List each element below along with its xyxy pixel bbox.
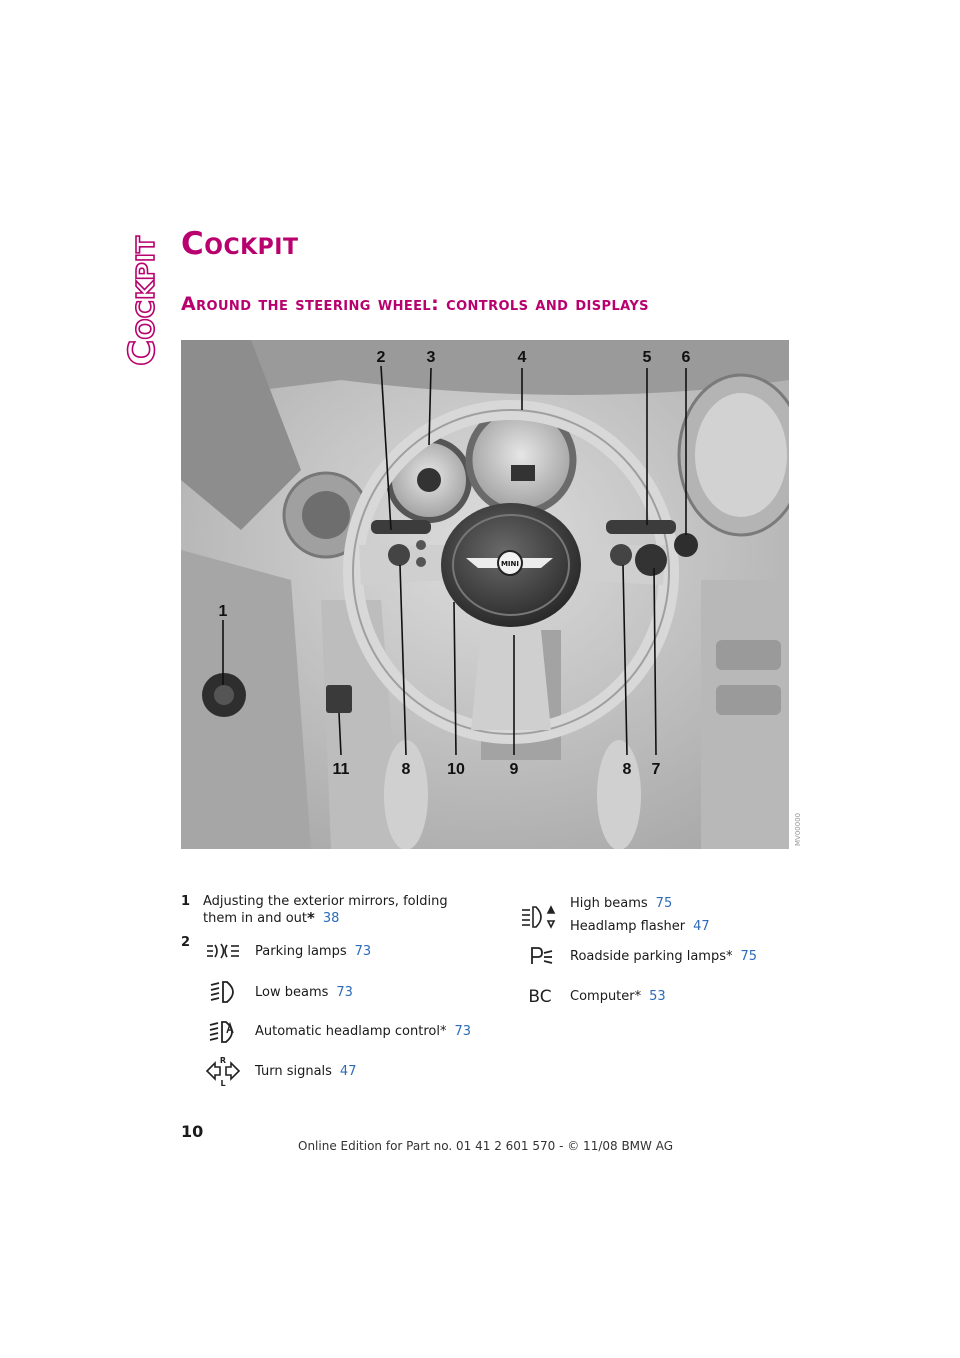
mini-badge-text: MINI <box>500 560 520 568</box>
legend-row-high-beams <box>520 903 560 931</box>
footer-edition-note: Online Edition for Part no. 01 41 2 601 570 - © 11/08 BMW AG <box>298 1139 674 1153</box>
parking-lamps-label: Parking lamps <box>255 943 347 959</box>
computer-label: Computer <box>570 988 635 1004</box>
legend-row-parking-lamps <box>203 937 372 965</box>
low-beams-icon <box>203 978 243 1006</box>
automatic-headlamp-icon <box>203 1017 243 1045</box>
callout-2: 2 <box>376 349 386 366</box>
legend-row-roadside-parking <box>520 942 758 970</box>
roadside-parking-label: Roadside parking lamps <box>570 948 726 964</box>
optional-equipment-star: * <box>307 909 315 927</box>
legend-row-automatic-headlamp <box>203 1017 471 1045</box>
callout-8-right: 8 <box>622 761 632 778</box>
automatic-headlamp-label: Automatic headlamp control <box>255 1023 440 1039</box>
callout-8-left: 8 <box>401 761 411 778</box>
high-beams-page-ref[interactable]: 75 <box>655 896 673 911</box>
callout-1: 1 <box>218 603 228 620</box>
figure-code-text: MV00000 <box>794 812 802 846</box>
computer-page-ref[interactable]: 53 <box>649 988 666 1004</box>
computer-icon <box>520 982 560 1010</box>
svg-text:R: R <box>219 1056 227 1065</box>
section-title: Around the steering wheel: controls and displays <box>181 293 649 315</box>
low-beams-label: Low beams <box>255 984 329 1000</box>
callout-6: 6 <box>681 349 691 366</box>
legend-item-2-number-text: 2 <box>181 935 191 950</box>
legend-item-1-text: Adjusting the exterior mirrors, folding them in and out <box>203 894 448 926</box>
callout-9: 9 <box>509 761 519 778</box>
high-beams-label: High beams <box>570 896 648 911</box>
roadside-parking-page-ref[interactable]: 75 <box>740 948 758 964</box>
legend-item-1-number: 1 <box>181 894 191 909</box>
callout-5: 5 <box>642 349 652 366</box>
headlamp-flasher-text <box>570 918 710 935</box>
legend-row-computer <box>520 982 666 1010</box>
turn-signals-label: Turn signals <box>255 1063 332 1079</box>
turn-signals-page-ref[interactable]: 47 <box>339 1063 357 1079</box>
callout-4: 4 <box>517 349 527 366</box>
turn-signals-icon <box>203 1057 243 1085</box>
cockpit-illustration <box>181 340 789 849</box>
side-chapter-tab <box>116 228 162 368</box>
svg-text:L: L <box>220 1079 226 1087</box>
high-beams-icon <box>520 903 560 931</box>
computer-star: * <box>634 988 642 1004</box>
legend-item-2-number <box>181 934 190 951</box>
roadside-parking-icon <box>520 942 560 970</box>
headlamp-flasher-label: Headlamp flasher <box>570 919 686 934</box>
legend-row-low-beams <box>203 978 353 1006</box>
page-number: 10 <box>181 1122 204 1141</box>
callout-3: 3 <box>426 349 436 366</box>
callout-10: 10 <box>447 761 465 778</box>
legend-item-1-page-ref[interactable]: 38 <box>322 911 340 926</box>
side-chapter-label: Cockpit <box>122 235 162 366</box>
low-beams-page-ref[interactable]: 73 <box>336 984 353 1000</box>
callout-7: 7 <box>651 761 661 778</box>
automatic-headlamp-star: * <box>439 1023 447 1039</box>
page-title: Cockpit <box>181 226 299 262</box>
parking-lamps-icon <box>203 937 243 965</box>
figure-code <box>792 800 802 848</box>
automatic-headlamp-page-ref[interactable]: 73 <box>454 1023 471 1039</box>
legend-row-turn-signals <box>203 1056 357 1087</box>
headlamp-flasher-page-ref[interactable]: 47 <box>693 919 710 934</box>
svg-text:BC: BC <box>528 987 552 1007</box>
high-beams-text <box>570 895 672 912</box>
roadside-parking-star: * <box>725 948 733 964</box>
callout-11: 11 <box>332 761 350 778</box>
parking-lamps-page-ref[interactable]: 73 <box>354 943 372 959</box>
